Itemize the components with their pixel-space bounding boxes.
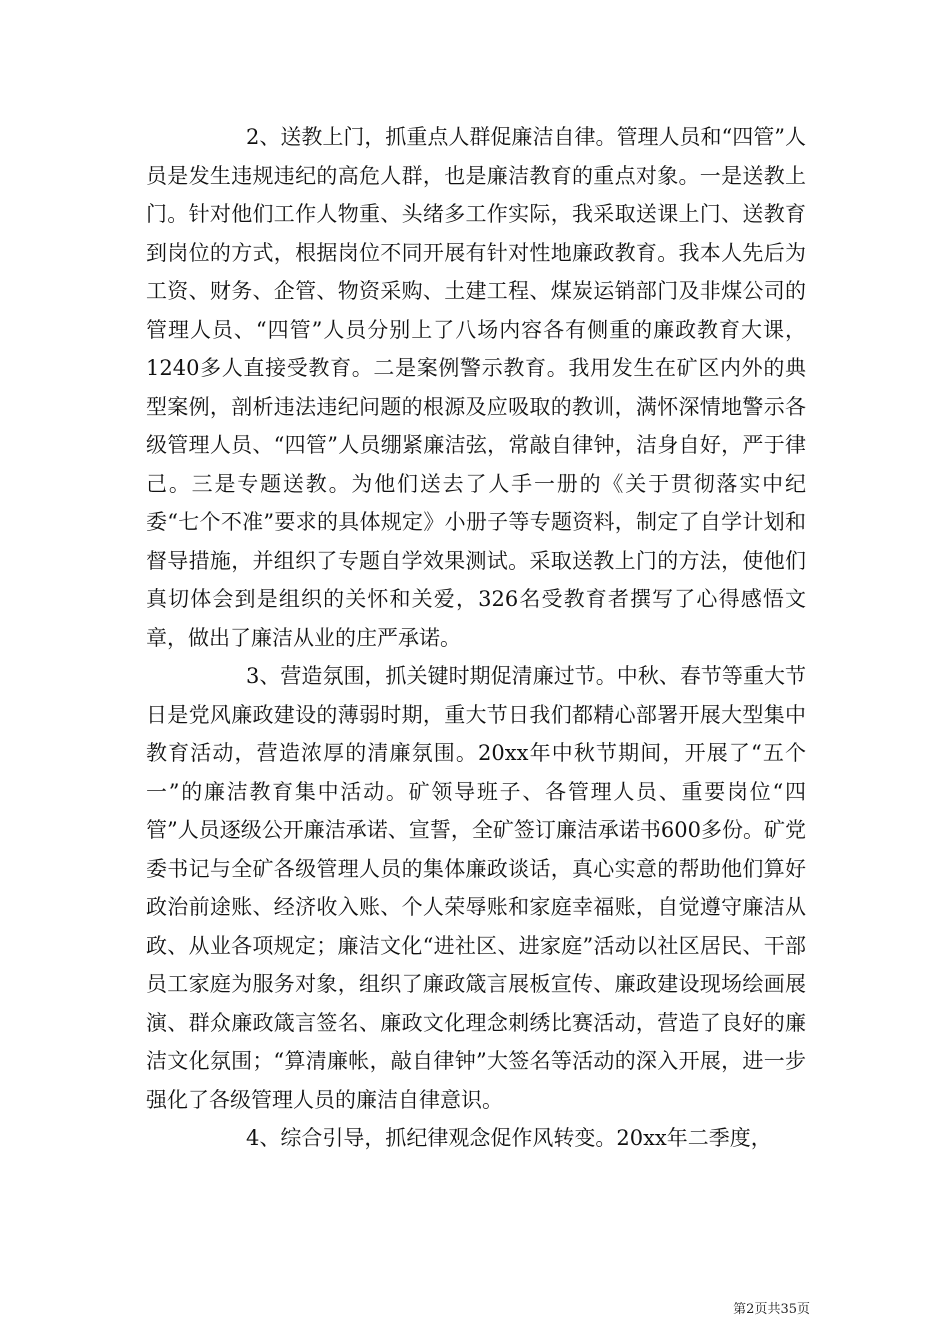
- paragraph-2: 2、送教上门，抓重点人群促廉洁自律。管理人员和“四管”人员是发生违规违纪的高危人群，也是廉洁教育的重点对象。一是送教上门。针对他们工作人物重、头绪多工作实际，我采取送课上门、送教育到岗位的方式，根据岗位不同开展有针对性地廉政教育。我本人先后为工资、财务、企管、物资采购、土建工程、煤炭运销部门及非煤公司的管理人员、“四管”人员分别上了八场内容各有侧重的廉政教育大课，1240多人直接受教育。二是案例警示教育。我用发生在矿区内外的典型案例，剖析违法违纪问题的根源及应吸取的教训，满怀深情地警示各级管理人员、“四管”人员绷紧廉洁弦，常敲自律钟，洁身自好，严于律己。三是专题送教。为他们送去了人手一册的《关于贯彻落实中纪委“七个不准”要求的具体规定》小册子等专题资料，制定了自学计划和督导措施，并组织了专题自学效果测试。采取送教上门的方法，使他们真切体会到是组织的关怀和关爱，326名受教育者撰写了心得感悟文章，做出了廉洁从业的庄严承诺。: [146, 125, 806, 650]
- page-number: 第2页共35页: [733, 1302, 810, 1317]
- paragraph-4: 4、综合引导，抓纪律观念促作风转变。20xx年二季度，: [246, 1126, 772, 1150]
- paragraph-3: 3、营造氛围，抓关键时期促清廉过节。中秋、春节等重大节日是党风廉政建设的薄弱时期，重大节日我们都精心部署开展大型集中教育活动，营造浓厚的清廉氛围。20xx年中秋节期间，开展了“五个一”的廉洁教育集中活动。矿领导班子、各管理人员、重要岗位“四管”人员逐级公开廉洁承诺、宣誓，全矿签订廉洁承诺书600多份。矿党委书记与全矿各级管理人员的集体廉政谈话，真心实意的帮助他们算好政治前途账、经济收入账、个人荣辱账和家庭幸福账，自觉遵守廉洁从政、从业各项规定；廉洁文化“进社区、进家庭”活动以社区居民、干部员工家庭为服务对象，组织了廉政箴言展板宣传、廉政建设现场绘画展演、群众廉政箴言签名、廉政文化理念刺绣比赛活动，营造了良好的廉洁文化氛围；“算清廉帐，敲自律钟”大签名等活动的深入开展，进一步强化了各级管理人员的廉洁自律意识。: [146, 664, 806, 1112]
- document-body: [146, 118, 806, 1158]
